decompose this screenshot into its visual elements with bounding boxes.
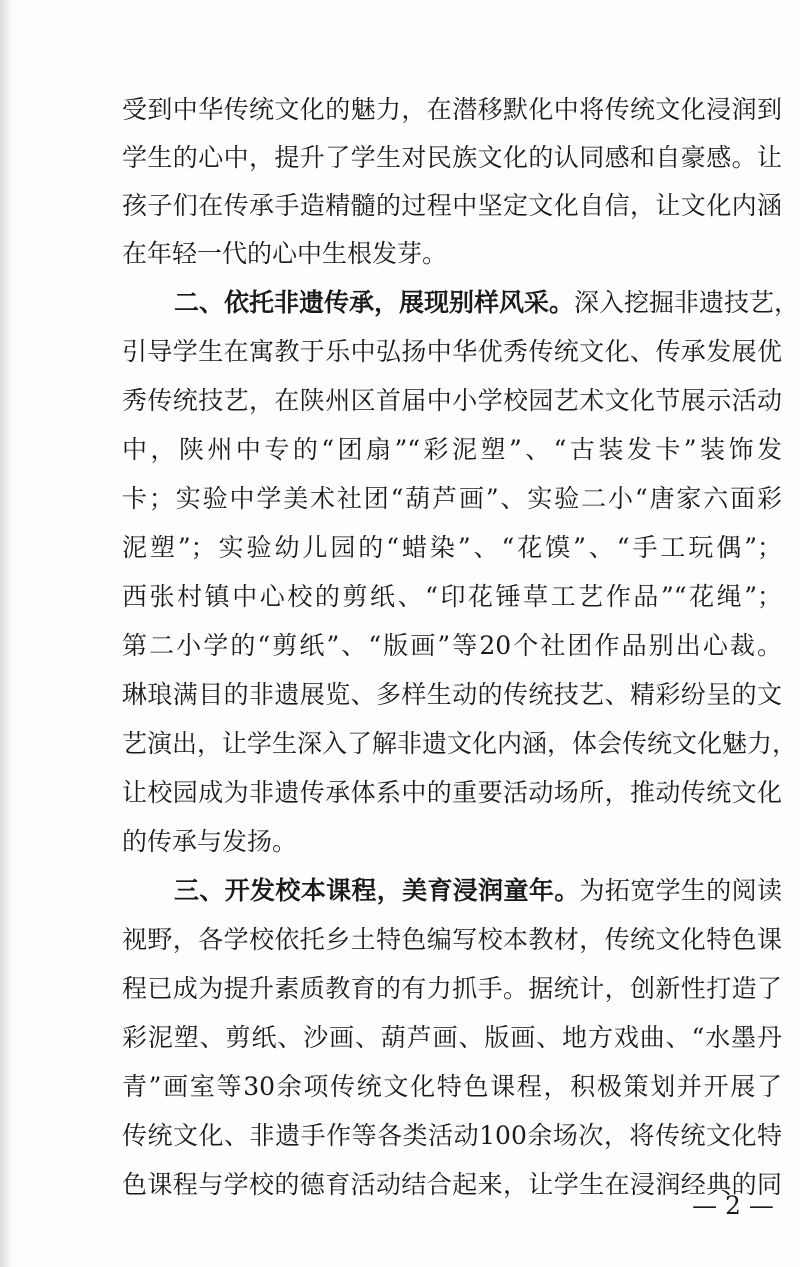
paragraph-line: 第二小学的“剪纸”、“版画”等20个社团作品别出心裁。 [122, 631, 782, 660]
paragraph-line: 程已成为提升素质教育的有力抓手。据统计，创新性打造了 [122, 974, 782, 1003]
section-heading: 二、依托非遗传承，展现别样风采。 [174, 288, 575, 317]
paragraph-line: 青”画室等30余项传统文化特色课程，积极策划并开展了 [122, 1072, 782, 1101]
paragraph-line: 引导学生在寓教于乐中弘扬中华优秀传统文化、传承发展优 [122, 337, 782, 366]
paragraph-line: 受到中华传统文化的魅力，在潜移默化中将传统文化浸润到 [122, 95, 782, 124]
paragraph-line: 让校园成为非遗传承体系中的重要活动场所，推动传统文化 [122, 778, 782, 807]
paragraph-line: 琳琅满目的非遗展览、多样生动的传统技艺、精彩纷呈的文 [122, 680, 782, 709]
section-heading-line [174, 869, 782, 913]
page-number: — 2 — [692, 1191, 774, 1220]
paragraph-line: 传统文化、非遗手作等各类活动100余场次，将传统文化特 [122, 1121, 782, 1150]
paragraph-line: 艺演出，让学生深入了解非遗文化内涵，体会传统文化魅力， [122, 729, 798, 758]
paragraph-line: 学生的心中，提升了学生对民族文化的认同感和自豪感。让 [122, 143, 782, 172]
paragraph-line: 视野，各学校依托乡土特色编写校本教材，传统文化特色课 [122, 925, 782, 954]
paragraph-line: 孩子们在传承手造精髓的过程中坚定文化自信，让文化内涵 [122, 191, 782, 220]
paragraph-line: 彩泥塑、剪纸、沙画、葫芦画、版画、地方戏曲、“水墨丹 [122, 1023, 782, 1052]
paragraph-line: 中，陕州中专的“团扇”“彩泥塑”、“古装发卡”装饰发 [122, 435, 782, 464]
heading-line-text: 深入挖掘非遗技艺， [574, 288, 800, 317]
page-edge-shadow [0, 0, 12, 1267]
paragraph-line: 泥塑”；实验幼儿园的“蜡染”、“花馍”、“手工玩偶”； [122, 533, 782, 562]
paragraph-line: 卡；实验中学美术社团“葫芦画”、实验二小“唐家六面彩 [122, 484, 782, 513]
heading-line-text: 为拓宽学生的阅读 [579, 876, 782, 905]
paragraph-line: 秀传统技艺，在陕州区首届中小学校园艺术文化节展示活动 [122, 386, 782, 415]
paragraph-line: 在年轻一代的心中生根发芽。 [122, 239, 448, 268]
paragraph-line: 色课程与学校的德育活动结合起来，让学生在浸润经典的同 [122, 1170, 782, 1199]
section-heading-line [174, 281, 800, 325]
section-heading: 三、开发校本课程，美育浸润童年。 [174, 876, 580, 905]
paragraph-line: 的传承与发扬。 [122, 827, 298, 856]
paragraph-line: 西张村镇中心校的剪纸、“印花锤草工艺作品”“花绳”； [122, 582, 782, 611]
